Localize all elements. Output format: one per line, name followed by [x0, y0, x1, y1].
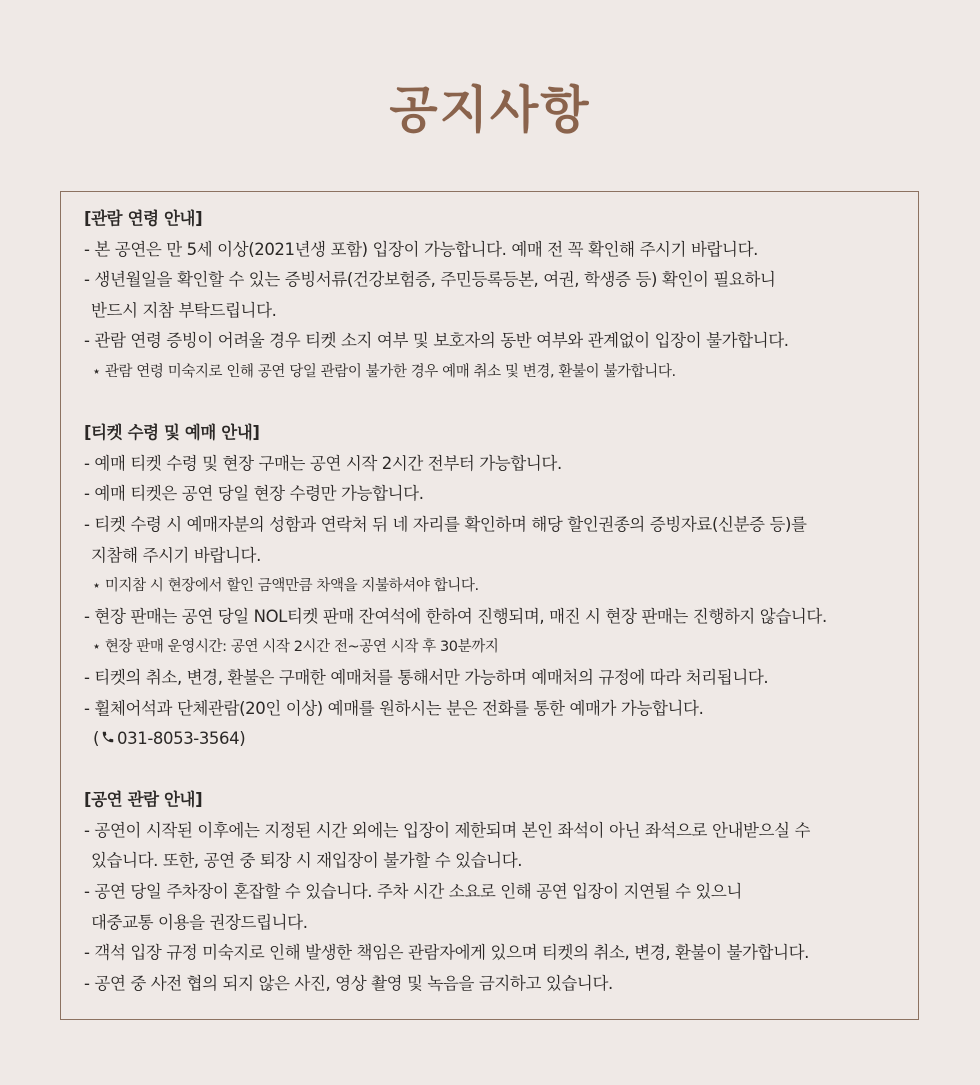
- phone-icon: [101, 724, 115, 755]
- section-heading: [공연 관람 안내]: [84, 790, 203, 810]
- notice-line: - 공연이 시작된 이후에는 지정된 시간 외에는 입장이 제한되며 본인 좌석이 아닌 좌석으로 안내받으실 수: [84, 820, 811, 840]
- notice-line: 대중교통 이용을 권장드립니다.: [91, 912, 308, 932]
- note-line: ⋆ 관람 연령 미숙지로 인해 공연 당일 관람이 불가한 경우 예매 취소 및 변경, 환불이 불가합니다.: [92, 363, 676, 380]
- note-line: ⋆ 미지참 시 현장에서 할인 금액만큼 차액을 지불하셔야 합니다.: [92, 578, 479, 595]
- notice-section: [84, 418, 918, 755]
- notice-line: - 공연 당일 주차장이 혼잡할 수 있습니다. 주차 시간 소요로 인해 공연 입장이 지연될 수 있으니: [84, 882, 743, 902]
- notice-line: - 티켓 수령 시 예매자분의 성함과 연락처 뒤 네 자리를 확인하며 해당 할인권종의 증빙자료(신분증 등)를: [84, 514, 807, 534]
- note-line: ⋆ 현장 판매 운영시간: 공연 시작 2시간 전~공연 시작 후 30분까지: [92, 639, 499, 656]
- phone-number: 031-8053-3564: [117, 729, 240, 749]
- notice-line: - 공연 중 사전 협의 되지 않은 사진, 영상 촬영 및 녹음을 금지하고 있습니다.: [84, 973, 613, 993]
- phone-line: [84, 724, 918, 755]
- notice-line: 지참해 주시기 바랍니다.: [91, 545, 261, 565]
- section-spacer: [84, 755, 918, 786]
- notice-box: [60, 191, 919, 1020]
- notice-section: [84, 204, 918, 388]
- section-heading: [티켓 수령 및 예매 안내]: [84, 423, 260, 443]
- paren-open: (: [93, 729, 100, 749]
- notice-line: 반드시 지참 부탁드립니다.: [91, 300, 277, 320]
- notice-line: - 생년월일을 확인할 수 있는 증빙서류(건강보험증, 주민등록등본, 여권, 학생증 등) 확인이 필요하니: [84, 270, 776, 290]
- notice-line: - 관람 연령 증빙이 어려울 경우 티켓 소지 여부 및 보호자의 동반 여부와 관계없이 입장이 불가합니다.: [84, 331, 789, 351]
- notice-line: 있습니다. 또한, 공연 중 퇴장 시 재입장이 불가할 수 있습니다.: [91, 851, 523, 871]
- notice-line: - 본 공연은 만 5세 이상(2021년생 포함) 입장이 가능합니다. 예매 전 꼭 확인해 주시기 바랍니다.: [84, 239, 758, 259]
- notice-line: - 현장 판매는 공연 당일 NOL티켓 판매 잔여석에 한하여 진행되며, 매진 시 현장 판매는 진행하지 않습니다.: [84, 606, 827, 626]
- notice-line: - 티켓의 취소, 변경, 환불은 구매한 예매처를 통해서만 가능하며 예매처의 규정에 따라 처리됩니다.: [84, 667, 769, 687]
- notice-line: - 객석 입장 규정 미숙지로 인해 발생한 책임은 관람자에게 있으며 티켓의 취소, 변경, 환불이 불가합니다.: [84, 943, 810, 963]
- notice-section: [84, 785, 918, 999]
- page-title: 공지사항: [389, 81, 591, 139]
- section-heading: [관람 연령 안내]: [84, 209, 203, 228]
- notice-line: - 휠체어석과 단체관람(20인 이상) 예매를 원하시는 분은 전화를 통한 예매가 가능합니다.: [84, 698, 704, 718]
- paren-close: ): [239, 729, 246, 749]
- section-spacer: [84, 388, 918, 419]
- notice-line: - 예매 티켓은 공연 당일 현장 수령만 가능합니다.: [84, 484, 424, 504]
- notice-line: - 예매 티켓 수령 및 현장 구매는 공연 시작 2시간 전부터 가능합니다.: [84, 453, 562, 473]
